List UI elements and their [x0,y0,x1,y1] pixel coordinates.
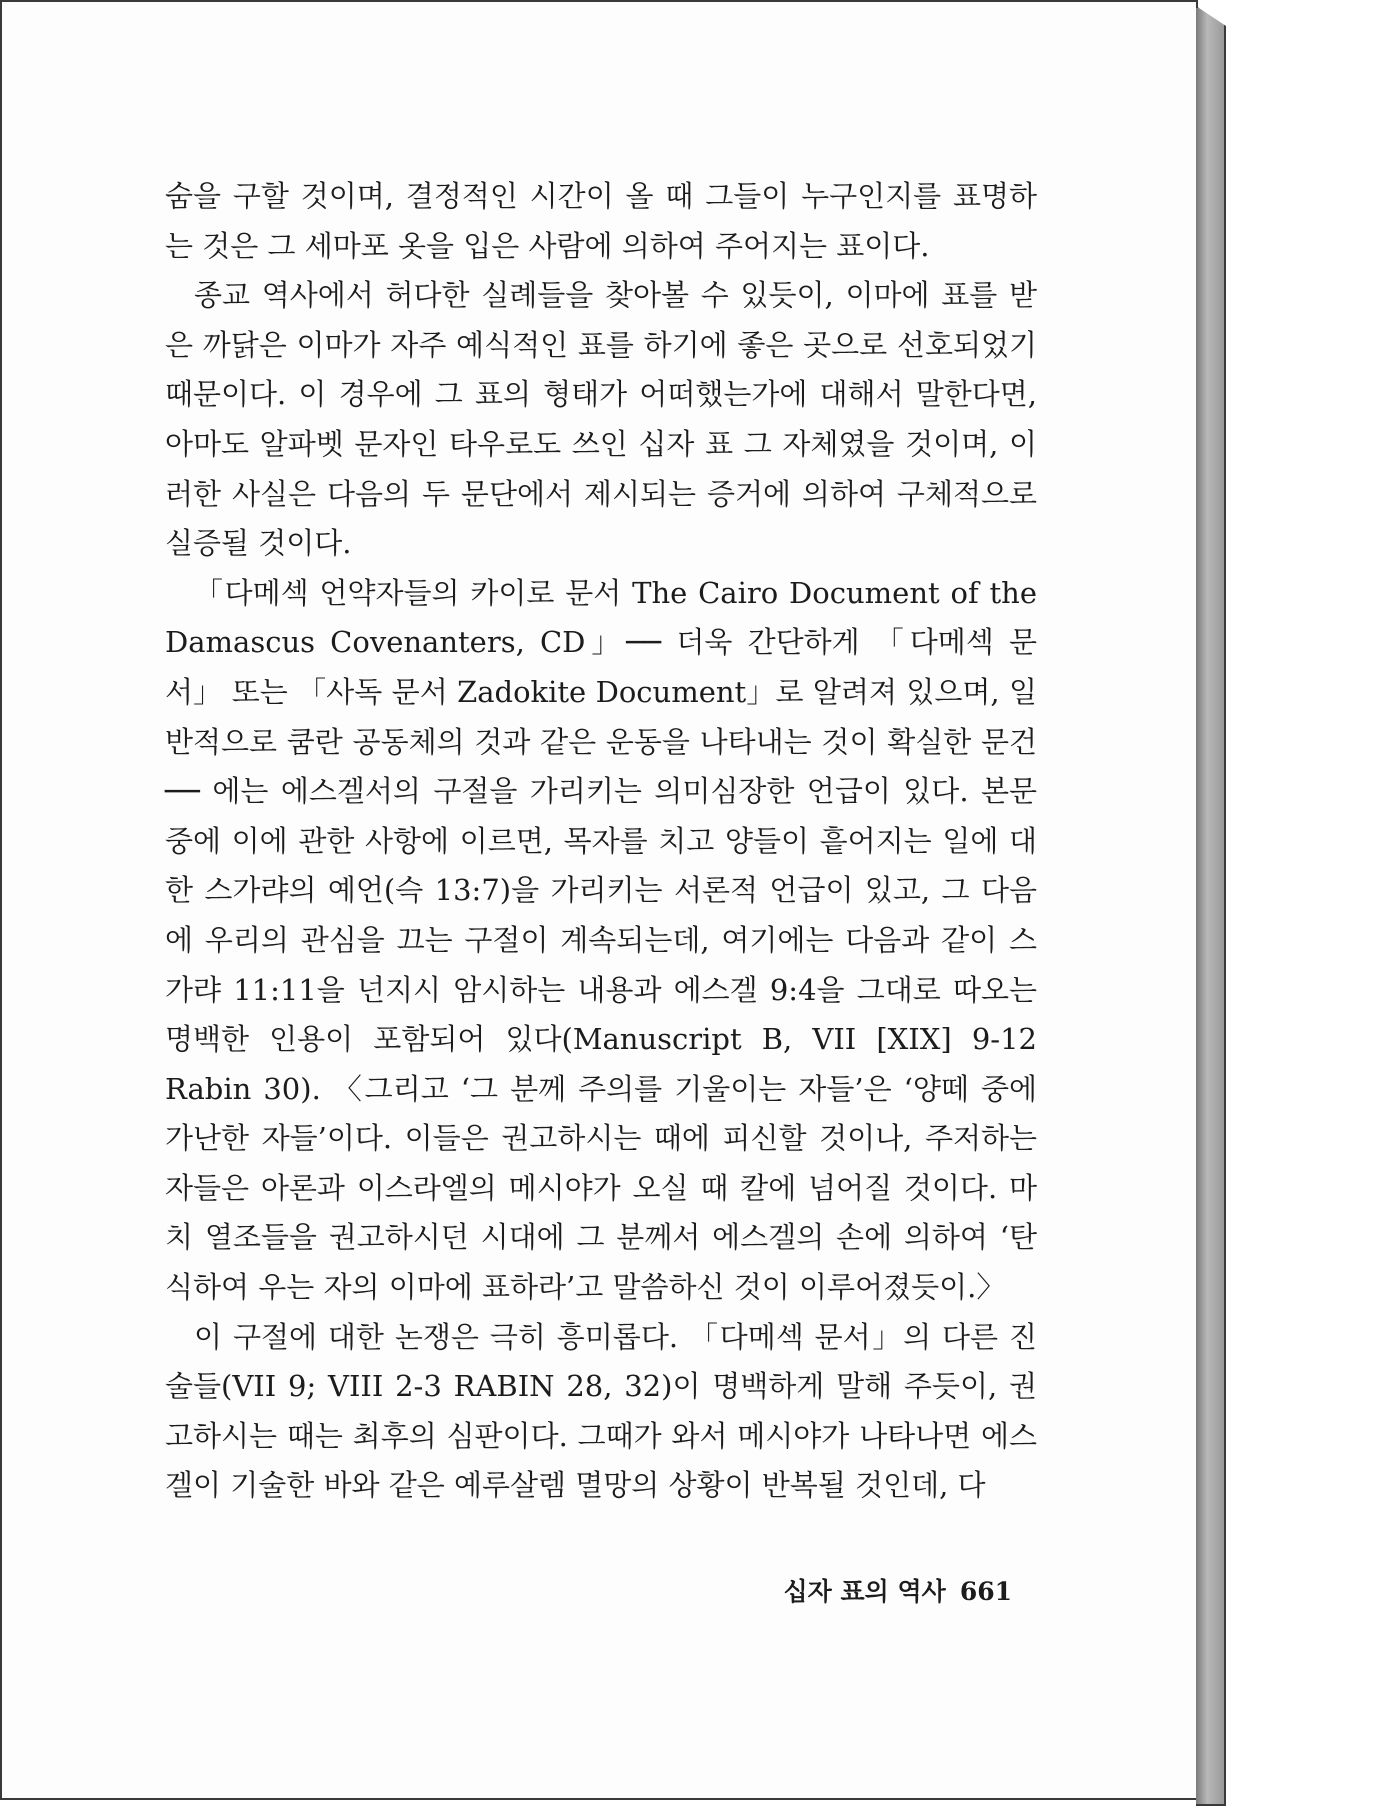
paragraph-1: 숨을 구할 것이며, 결정적인 시간이 올 때 그들이 누구인지를 표명하는 것은 그 세마포 옷을 입은 사람에 의하여 주어지는 표이다. [165,179,1037,263]
running-title: 십자 표의 역사 [783,1577,946,1606]
book-page-edge [1196,6,1226,1806]
paragraph-4: 이 구절에 대한 논쟁은 극히 흥미롭다. 「다메섹 문서」의 다른 진술들(VII 9; VIII 2-3 RABIN 28, 32)이 명백하게 말해 주듯이, 권고하시는 때는 최후의 심판이다. 그때가 와서 메시야가 나타나면 에스겔이 기술한 바와 같은 예루살렘 멸망의 상황이 반복될 것인데, 다 [165,1319,1037,1503]
paragraph-3: 「다메섹 언약자들의 카이로 문서 The Cairo Document of the Damascus Covenanters, CD」── 더욱 간단하게 「다메섹 문서」 또는 「사독 문서 Zadokite Document」로 알려져 있으며, 일반적으로 쿰란 공동체의 것과 같은 운동을 나타내는 것이 확실한 문건 ── 에는 에스겔서의 구절을 가리키는 의미심장한 언급이 있다. 본문 중에 이에 관한 사항에 이르면, 목자를 치고 양들이 흩어지는 일에 대한 스가랴의 예언(슥 13:7)을 가리키는 서론적 언급이 있고, 그 다음에 우리의 관심을 끄는 구절이 계속되는데, 여기에는 다음과 같이 스가랴 11:11을 넌지시 암시하는 내용과 에스겔 9:4을 그대로 따오는 명백한 인용이 포함되어 있다(Manuscript B, VII [XIX] 9-12 Rabin 30). 〈그리고 ‘그 분께 주의를 기울이는 자들’은 ‘양떼 중에 가난한 자들’이다. 이들은 권고하시는 때에 피신할 것이나, 주저하는 자들은 아론과 이스라엘의 메시야가 오실 때 칼에 넘어질 것이다. 마치 열조들을 권고하시던 시대에 그 분께서 에스겔의 손에 의하여 ‘탄식하여 우는 자의 이마에 표하라’고 말씀하신 것이 이루어졌듯이.〉 [165,575,1037,1305]
body-text [165,172,1037,1511]
page-number: 661 [959,1577,1012,1606]
paragraph-2: 종교 역사에서 허다한 실례들을 찾아볼 수 있듯이, 이마에 표를 받은 까닭은 이마가 자주 예식적인 표를 하기에 좋은 곳으로 선호되었기 때문이다. 이 경우에 그 표의 형태가 어떠했는가에 대해서 말한다면, 아마도 알파벳 문자인 타우로도 쓰인 십자 표 그 자체였을 것이며, 이러한 사실은 다음의 두 문단에서 제시되는 증거에 의하여 구체적으로 실증될 것이다. [165,278,1037,561]
page-footer [602,1572,1012,1608]
